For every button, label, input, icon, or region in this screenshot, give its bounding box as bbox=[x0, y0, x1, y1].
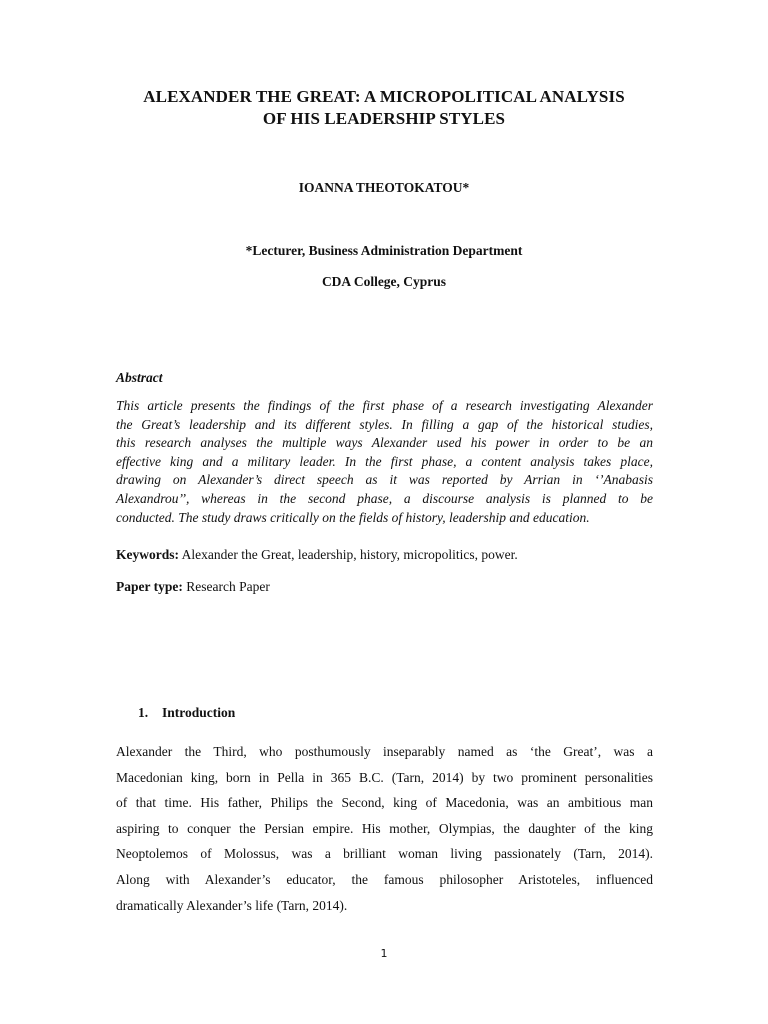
abstract-line: this research analyses the multiple ways Alexander used his power in order to be an bbox=[116, 435, 653, 451]
paragraph-line: Alexander the Third, who posthumously inseparably named as ‘the Great’, was a bbox=[116, 744, 653, 759]
keywords-label: Keywords: bbox=[116, 547, 179, 562]
paper-type-line bbox=[116, 578, 270, 596]
abstract-line: conducted. The study draws critically on the fields of history, leadership and education. bbox=[116, 509, 590, 525]
section-title: Introduction bbox=[162, 705, 236, 720]
paragraph-line: Along with Alexander’s educator, the famous philosopher Aristoteles, influenced bbox=[116, 871, 653, 887]
author-name: IOANNA THEOTOKATOU* bbox=[298, 180, 470, 195]
keywords-value: Alexander the Great, leadership, history, micropolitics, power. bbox=[179, 547, 518, 562]
abstract-line: Alexandrou’’, whereas in the second phase, a discourse analysis is planned to be bbox=[116, 490, 653, 506]
paragraph-line: Neoptolemos of Molossus, was a brilliant woman living passionately (Tarn, 2014). bbox=[116, 846, 653, 862]
introduction-paragraph bbox=[116, 739, 653, 918]
abstract-line: drawing on Alexander’s direct speech as it was reported by Arrian in ‘’Anabasis bbox=[116, 472, 653, 488]
keywords-line bbox=[116, 546, 518, 564]
section-number: 1. bbox=[138, 705, 149, 720]
section-heading-introduction bbox=[138, 704, 235, 722]
abstract-line: This article presents the findings of the first phase of a research investigating Alexander bbox=[116, 398, 653, 413]
paper-type-value: Research Paper bbox=[182, 579, 270, 594]
paragraph-line: Macedonian king, born in Pella in 365 B.C. (Tarn, 2014) by two prominent personalities bbox=[116, 769, 653, 785]
abstract-line: the Great’s leadership and its different styles. In filling a gap of the historical studies, bbox=[116, 416, 653, 432]
paragraph-line: aspiring to conquer the Persian empire. His mother, Olympias, the daughter of the king bbox=[116, 820, 653, 836]
author-affiliation-department: *Lecturer, Business Administration Department bbox=[245, 243, 523, 258]
paragraph-line: of that time. His father, Philips the Second, king of Macedonia, was an ambitious man bbox=[116, 795, 653, 811]
paper-type-label: Paper type: bbox=[116, 579, 183, 594]
paper-title bbox=[0, 86, 768, 130]
paragraph-line: dramatically Alexander’s life (Tarn, 2014). bbox=[116, 897, 348, 913]
author-affiliation-institution: CDA College, Cyprus bbox=[321, 274, 447, 289]
abstract-body bbox=[116, 397, 653, 527]
abstract-heading: Abstract bbox=[116, 370, 163, 385]
paper-title-line-2: OF HIS LEADERSHIP STYLES bbox=[262, 109, 506, 128]
paper-title-line-1: ALEXANDER THE GREAT: A MICROPOLITICAL ANALYSIS bbox=[143, 87, 625, 106]
abstract-line: effective king and a military leader. In the first phase, a content analysis takes place, bbox=[116, 453, 653, 469]
page-number: 1 bbox=[380, 947, 388, 960]
